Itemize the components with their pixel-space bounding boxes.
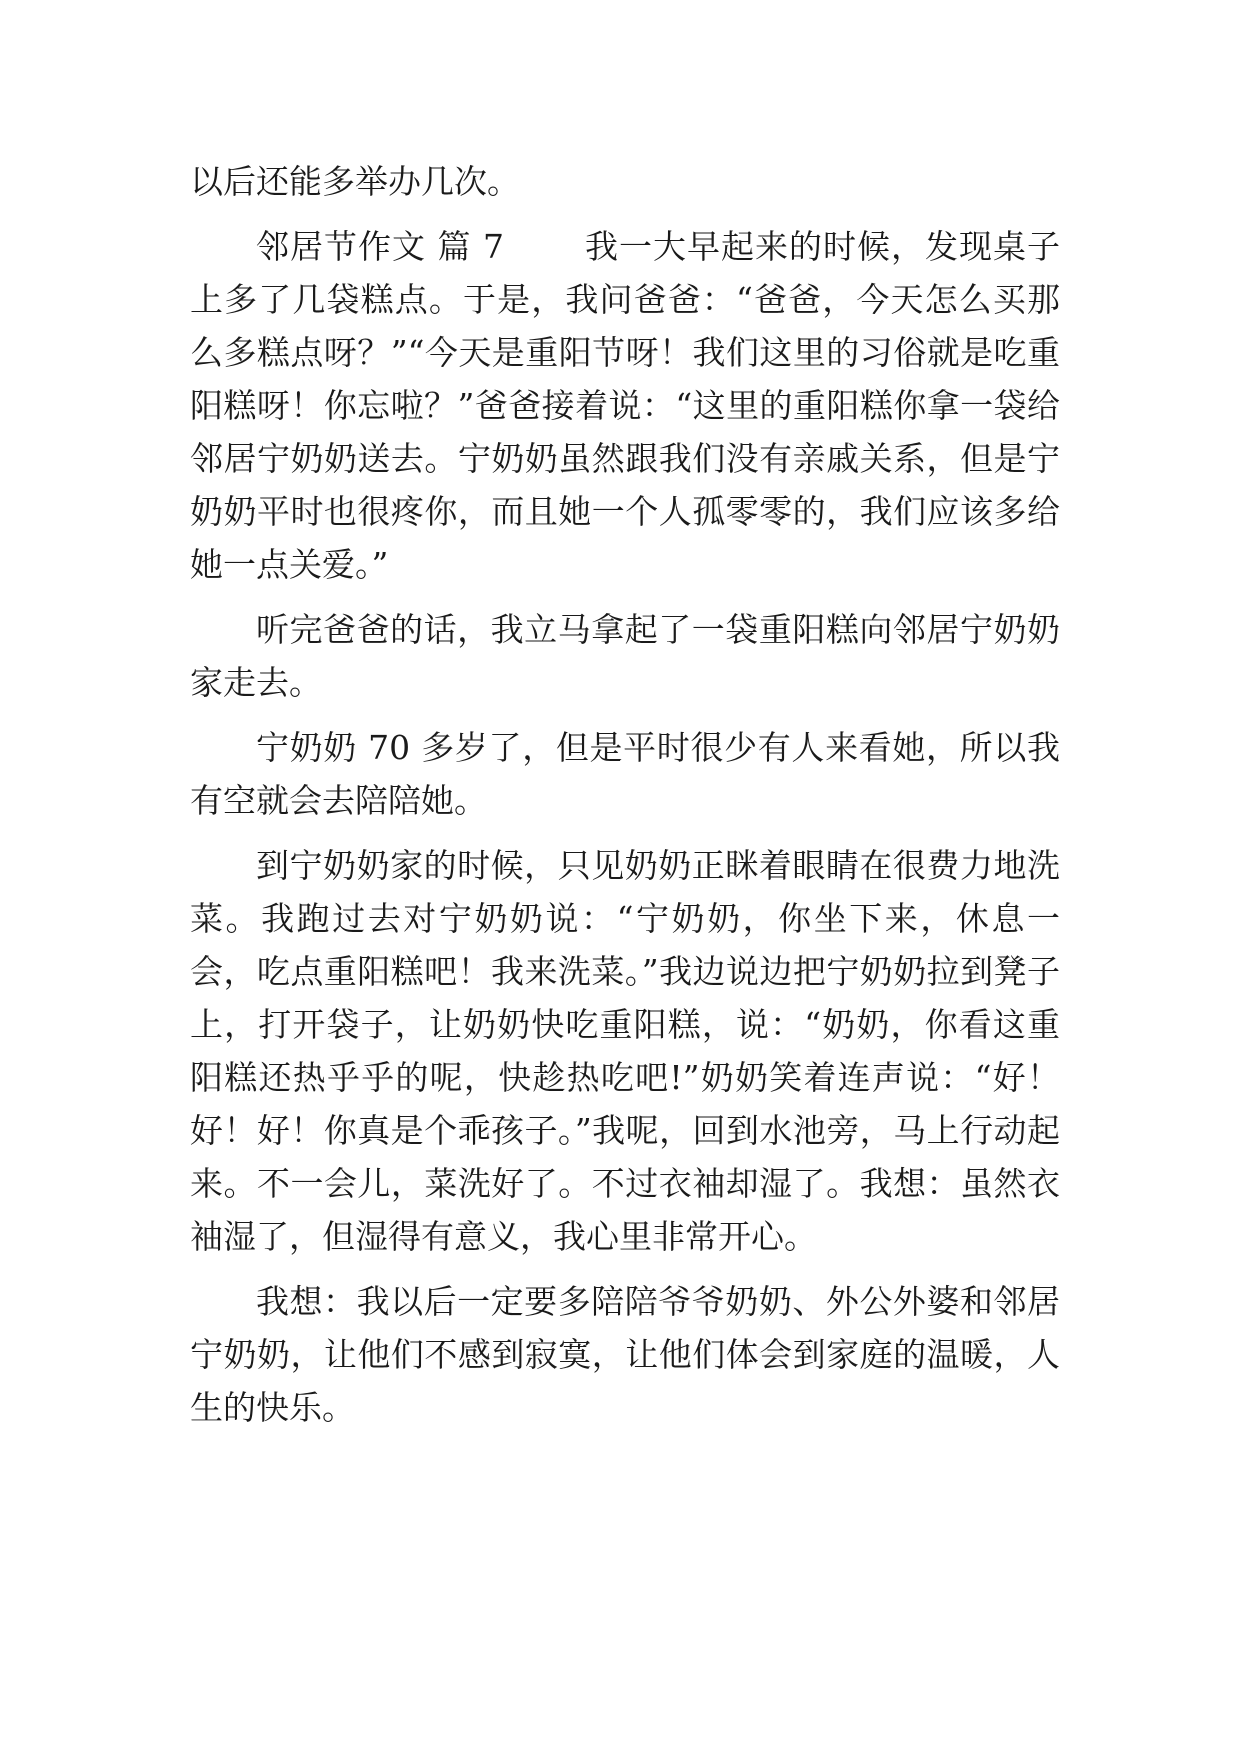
document-page <box>190 155 1060 1446</box>
continuation-paragraph: 以后还能多举办几次。 <box>190 162 520 201</box>
essay-paragraph: 宁奶奶 70 多岁了，但是平时很少有人来看她，所以我有空就会去陪陪她。 <box>190 728 1060 820</box>
paragraph-text: 我一大早起来的时候，发现桌子上多了几袋糕点。于是，我问爸爸：“爸爸，今天怎么买那么多糕点呀？”“今天是重阳节呀！我们这里的习俗就是吃重阳糕呀！你忘啦？”爸爸接着说：“这里的重阳糕你拿一袋给邻居宁奶奶送去。宁奶奶虽然跟我们没有亲戚关系，但是宁奶奶平时也很疼你，而且她一个人孤零零的，我们应该多给她一点关爱。” <box>190 227 1060 584</box>
essay-paragraph: 我想：我以后一定要多陪陪爷爷奶奶、外公外婆和邻居宁奶奶，让他们不感到寂寞，让他们体会到家庭的温暖，人生的快乐。 <box>190 1282 1060 1427</box>
section-heading: 邻居节作文 篇 7 <box>256 227 504 266</box>
essay-first-paragraph <box>190 220 1060 591</box>
essay-paragraph: 听完爸爸的话，我立马拿起了一袋重阳糕向邻居宁奶奶家走去。 <box>190 610 1060 702</box>
essay-paragraph: 到宁奶奶家的时候，只见奶奶正眯着眼睛在很费力地洗菜。我跑过去对宁奶奶说：“宁奶奶，你坐下来，休息一会，吃点重阳糕吧！我来洗菜。”我边说边把宁奶奶拉到凳子上，打开袋子，让奶奶快吃重阳糕，说：“奶奶，你看这重阳糕还热乎乎的呢，快趁热吃吧!”奶奶笑着连声说：“好！好！好！你真是个乖孩子。”我呢，回到水池旁，马上行动起来。不一会儿，菜洗好了。不过衣袖却湿了。我想：虽然衣袖湿了，但湿得有意义，我心里非常开心。 <box>190 846 1060 1256</box>
